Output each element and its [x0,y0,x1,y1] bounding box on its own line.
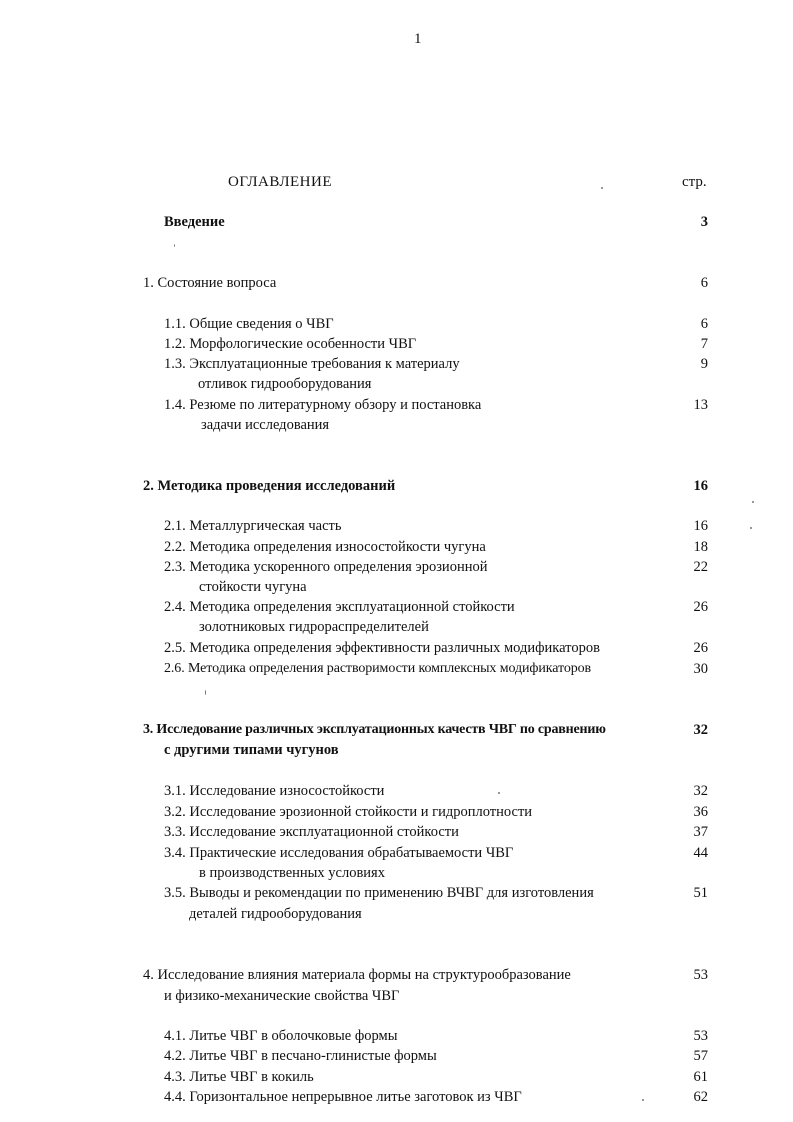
scan-speck [601,187,603,189]
page-column-label: стр. [682,174,707,190]
toc-entry-text: 4.1. Литье ЧВГ в оболочковые формы [164,1028,398,1044]
toc-entry-continuation: с другими типами чугунов [164,742,339,758]
toc-entry-continuation: деталей гидрооборудования [189,906,362,922]
toc-entry-page: 36 [693,804,708,820]
toc-entry-text: 2.2. Методика определения износостойкости чугуна [164,539,486,555]
toc-entry-text: 3.4. Практические исследования обрабатываемости ЧВГ [164,845,514,861]
toc-entry-page: 62 [693,1089,708,1105]
toc-entry-page: 16 [693,478,708,494]
page-number: 1 [414,31,422,47]
scan-speck [174,244,175,247]
toc-entry-page: 26 [693,599,708,615]
toc-entry-page: 7 [700,336,708,352]
toc-entry-page: 32 [693,783,708,799]
toc-entry-text: 1.1. Общие сведения о ЧВГ [164,316,334,332]
toc-entry-page: 53 [693,1028,708,1044]
toc-entry-text: 4.4. Горизонтальное непрерывное литье заготовок из ЧВГ [164,1089,522,1105]
toc-entry-page: 18 [693,539,708,555]
toc-entry-text: 3. Исследование различных эксплуатационных качеств ЧВГ по сравнению [143,722,606,737]
toc-entry-page: 16 [693,518,708,534]
toc-entry-text: 2.1. Металлургическая часть [164,518,342,534]
toc-entry-text: 3.3. Исследование эксплуатационной стойкости [164,824,459,840]
toc-heading: ОГЛАВЛЕНИЕ [228,174,332,190]
toc-entry-text: 3.2. Исследование эрозионной стойкости и гидроплотности [164,804,533,820]
toc-entry-page: 3 [700,214,708,230]
toc-entry-continuation: золотниковых гидрораспределителей [199,619,429,635]
toc-entry-text: 1.3. Эксплуатационные требования к материалу [164,356,460,372]
toc-entry-page: 13 [693,397,708,413]
scan-speck [205,690,206,695]
toc-entry-continuation: и физико-механические свойства ЧВГ [164,988,400,1004]
toc-entry-text: 4.3. Литье ЧВГ в кокиль [164,1069,314,1085]
toc-entry-page: 6 [700,275,708,291]
toc-entry-continuation: отливок гидрооборудования [198,376,372,392]
scan-speck [752,501,754,503]
toc-entry-text: 2.3. Методика ускоренного определения эрозионной [164,559,488,575]
toc-entry-page: 26 [693,640,708,656]
toc-entry-text: 1.2. Морфологические особенности ЧВГ [164,336,417,352]
toc-entry-page: 53 [693,967,708,983]
toc-entry-page: 32 [693,722,708,738]
toc-entry-text: 2.6. Методика определения растворимости комплексных модификаторов [164,661,592,676]
toc-entry-text: 1.4. Резюме по литературному обзору и постановка [164,397,482,413]
toc-entry-text: 2. Методика проведения исследований [143,478,396,494]
scan-speck [750,527,752,529]
toc-entry-continuation: задачи исследования [201,417,330,433]
toc-entry-page: 57 [693,1048,708,1064]
toc-entry-page: 22 [693,559,708,575]
toc-entry-text: 3.1. Исследование износостойкости [164,783,385,799]
toc-entry-text: Введение [164,214,225,230]
toc-entry-text: 3.5. Выводы и рекомендации по применению ВЧВГ для изготовления [164,885,594,901]
toc-entry-page: 51 [693,885,708,901]
toc-entry-text: 2.5. Методика определения эффективности различных модификаторов [164,640,600,656]
toc-entry-text: 2.4. Методика определения эксплуатационной стойкости [164,599,515,615]
toc-entry-page: 44 [693,845,708,861]
toc-entry-text: 1. Состояние вопроса [143,275,277,291]
toc-entry-page: 9 [700,356,708,372]
toc-entry-text: 4. Исследование влияния материала формы на структурообразование [143,967,571,983]
toc-entry-continuation: стойкости чугуна [199,579,307,595]
toc-entry-continuation: в производственных условиях [199,865,385,881]
toc-entry-page: 37 [693,824,708,840]
scan-speck [498,792,500,794]
toc-entry-page: 30 [693,661,708,677]
scan-speck [642,1099,644,1101]
toc-entry-page: 61 [693,1069,708,1085]
toc-entry-text: 4.2. Литье ЧВГ в песчано-глинистые формы [164,1048,437,1064]
toc-entry-page: 6 [700,316,708,332]
